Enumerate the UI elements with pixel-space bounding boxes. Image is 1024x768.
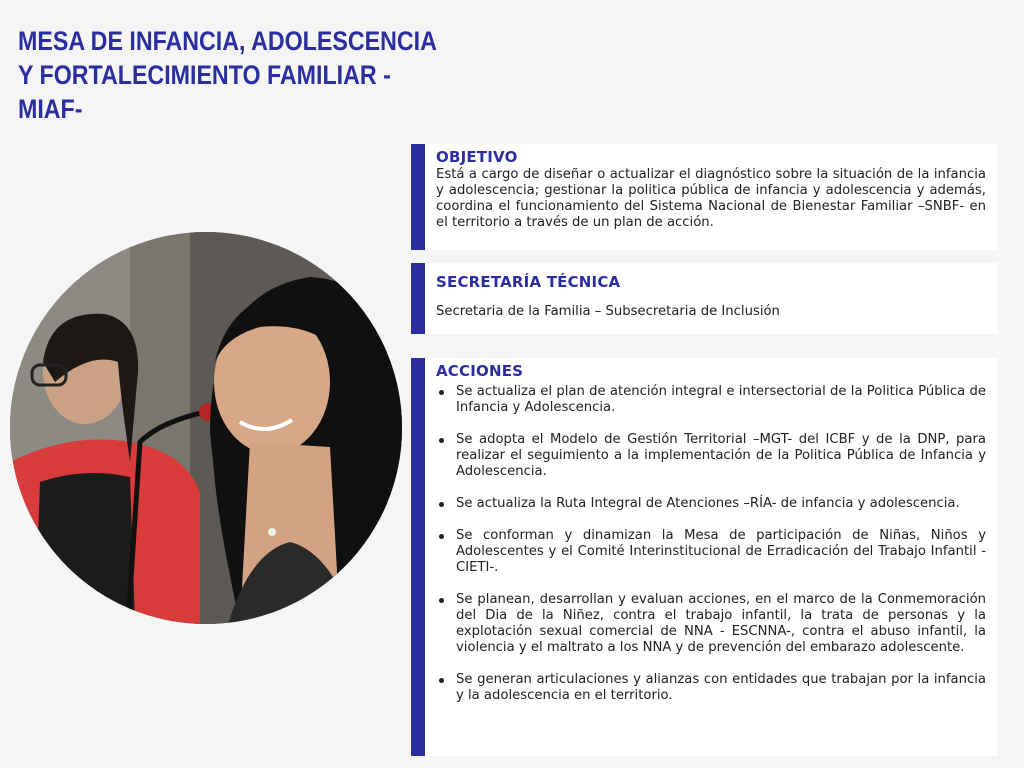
acciones-list [436,384,986,704]
photo-two-young-women-image [10,232,402,624]
secretaria-tecnica-card [411,263,998,334]
page-title: MESA DE INFANCIA, ADOLESCENCIA Y FORTALECIMIENTO FAMILIAR - MIAF- [18,26,436,124]
secretaria-tecnica-heading: SECRETARÍA TÉCNICA [436,273,621,291]
objetivo-card [411,144,998,250]
acciones-card [411,358,998,756]
photo-circle [10,232,402,624]
objetivo-heading: OBJETIVO [436,148,518,166]
secretaria-tecnica-text: Secretaria de la Familia – Subsecretaria de Inclusión [436,304,780,319]
list-item: Se planean, desarrollan y evaluan acciones, en el marco de la Conmemoración del Dia de la Niñez, contra el trabajo infantil, la trata de personas y la explotación sexual comercial de NNA - ESCNNA-, contra el abuso infantil, la violencia y el maltrato a los NNA y de prevención del embarazo adolescente. [436,592,986,656]
list-item: Se adopta el Modelo de Gestión Territorial –MGT- del ICBF y de la DNP, para realizar el seguimiento a la implementación de la Politica Pública de Infancia y Adolescencia. [436,432,986,480]
acciones-heading: ACCIONES [436,362,524,380]
objetivo-text: Está a cargo de diseñar o actualizar el diagnóstico sobre la situación de la infancia y adolescencia; gestionar la politica pública de infancia y adolescencia y además, coordina el funcionamiento del Sistema Nacional de Bienestar Familiar –SNBF- en el territorio a través de un plan de acción. [436,167,986,230]
list-item: Se generan articulaciones y alianzas con entidades que trabajan por la infancia y la adolescencia en el territorio. [436,672,986,704]
list-item: Se actualiza la Ruta Integral de Atenciones –RÍA- de infancia y adolescencia. [436,496,986,512]
list-item: Se actualiza el plan de atención integral e intersectorial de la Politica Pública de Infancia y Adolescencia. [436,384,986,416]
list-item: Se conforman y dinamizan la Mesa de participación de Niñas, Niños y Adolescentes y el Comité Interinstitucional de Erradicación del Trabajo Infantil -CIETI-. [436,528,986,576]
